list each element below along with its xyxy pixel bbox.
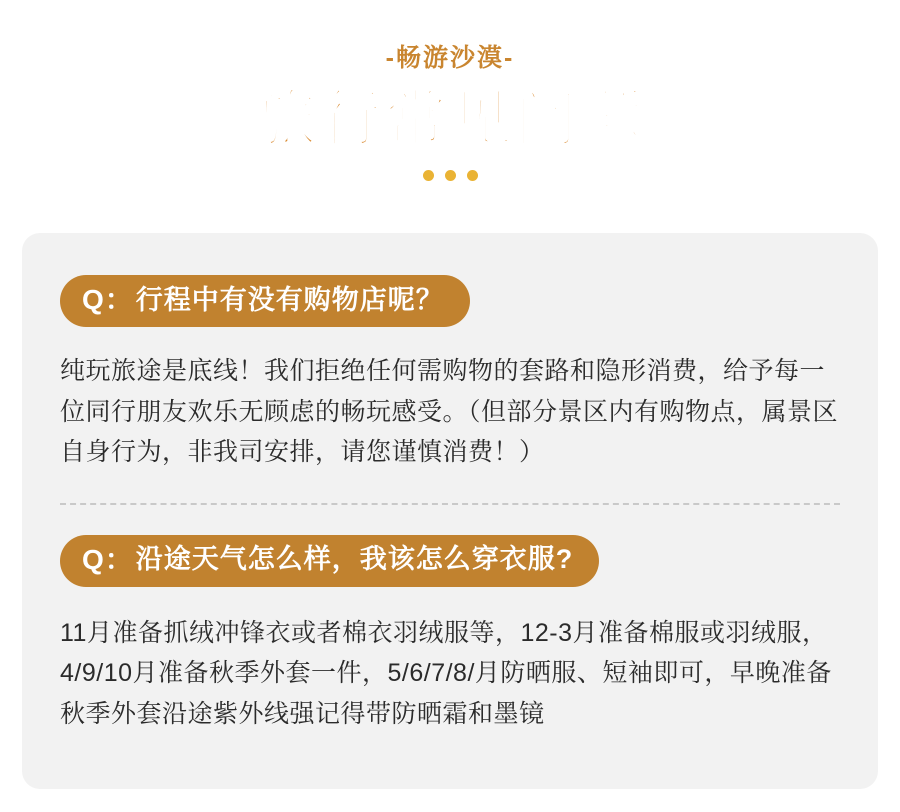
question-text: 行程中有没有购物店呢？ <box>135 284 444 315</box>
question-pill <box>60 275 470 327</box>
page-subtitle: -畅游沙漠- <box>385 44 515 72</box>
faq-card <box>22 233 878 789</box>
question-label: Q： <box>82 543 134 575</box>
page-header <box>0 0 900 181</box>
question-pill <box>60 535 599 587</box>
dot-icon <box>445 170 456 181</box>
dot-icon <box>423 170 434 181</box>
answer-text: 11月准备抓绒冲锋衣或者棉衣羽绒服等，12-3月准备棉服或羽绒服，4/9/10月准备秋季外套一件，5/6/7/8/月防晒服、短袖即可，早晚准备秋季外套沿途紫外线强记得带防晒霜和墨镜 <box>60 618 832 728</box>
question-text: 沿途天气怎么样，我该怎么穿衣服? <box>135 544 574 574</box>
question-label: Q： <box>82 284 134 315</box>
faq-item <box>60 535 840 735</box>
faq-item <box>60 275 840 505</box>
answer-text: 纯玩旅途是底线！我们拒绝任何需购物的套路和隐形消费，给予每一位同行朋友欢乐无顾虑的畅玩感受。（但部分景区内有购物点，属景区自身行为，非我司安排，请您谨慎消费！） <box>60 357 839 466</box>
dot-icon <box>467 170 478 181</box>
page-title: 旅行常见问题 <box>254 85 645 154</box>
dot-decoration <box>0 170 900 181</box>
divider <box>60 503 840 505</box>
